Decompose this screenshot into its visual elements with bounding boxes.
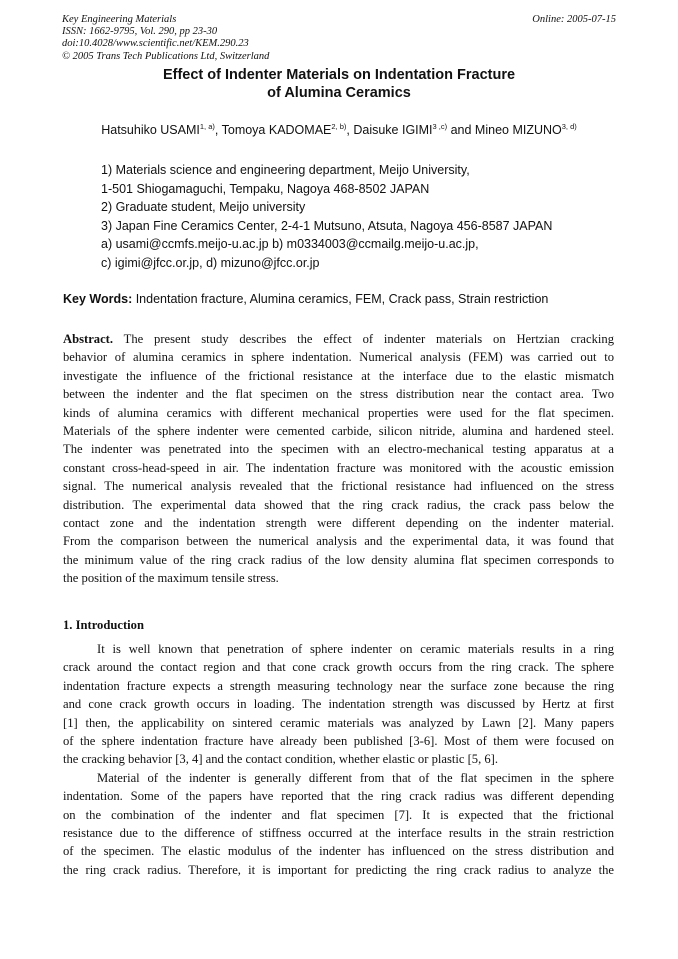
journal-header — [62, 14, 616, 63]
abstract-line: behavior of alumina ceramics in sphere indentation. Numerical analysis (FEM) was carried out to — [63, 350, 614, 365]
intro-line: Material of the indenter is generally different from that of the flat specimen in the sphere — [97, 770, 614, 785]
abstract-label: Abstract. — [63, 332, 114, 346]
affiliation-line: 1) Materials science and engineering department, Meijo University, — [101, 163, 470, 177]
author-list — [0, 122, 678, 137]
author-2-sup: 2, b) — [331, 122, 347, 131]
affiliation-line: 3) Japan Fine Ceramics Center, 2-4-1 Mutsuno, Atsuta, Nagoya 456-8587 JAPAN — [101, 218, 553, 233]
abstract-line: Materials of the sphere indenter were cemented carbide, silicon nitride, alumina and hardened steel. — [63, 423, 614, 438]
abstract-line: contact zone and the indentation strength were different depending on the indenter material. — [63, 515, 614, 530]
abstract-line: investigate the influence of the frictional resistance at the interface due to the elastic mismatch — [63, 368, 614, 383]
section-heading-introduction: 1. Introduction — [63, 618, 144, 632]
title-line-1: Effect of Indenter Materials on Indentation Fracture — [162, 67, 516, 83]
intro-line: indentation fracture expects a strength measuring technology near the surface zone because the ring — [63, 678, 614, 693]
affiliation-line: 2) Graduate student, Meijo university — [101, 200, 306, 215]
author-1-sup: 1, a) — [199, 122, 215, 131]
abstract-line: distribution. The experimental data showed that the ring crack radius, the crack pass below the — [63, 497, 614, 512]
abstract-line: Abstract. The present study describes the effect of indenter materials on Hertzian cracking — [63, 332, 614, 346]
author-2: , Tomoya KADOMAE — [214, 123, 332, 137]
abstract-line: signal. The numerical analysis revealed that the frictional resistance had influenced on the stress — [63, 479, 614, 494]
author-3-sup: 3 ,c) — [432, 122, 448, 131]
doi-line: doi:10.4028/www.scientific.net/KEM.290.23 — [62, 38, 249, 50]
intro-line: of the specimen. The elastic modulus of the indenter has influenced on the stress distribution and — [63, 844, 614, 859]
author-1: Hatsuhiko USAMI — [101, 123, 200, 137]
intro-line: It is well known that penetration of sphere indenter on ceramic materials results in a ring — [97, 642, 614, 656]
abstract-line: the position of the maximum tensile stress. — [63, 571, 279, 586]
intro-line: of the sphere indentation fracture have already been published [3-6]. Most of them were focused on — [63, 733, 614, 748]
intro-line: on the combination of the indenter and flat specimen [7]. It is expected that the frictional — [63, 807, 614, 822]
online-date: Online: 2005-07-15 — [532, 14, 616, 25]
introduction-text — [63, 640, 614, 879]
affiliation-line: c) igimi@jfcc.or.jp, d) mizuno@jfcc.or.jp — [101, 255, 320, 270]
intro-line: and cone crack growth occurs in loading. The indentation strength was discussed by Hertz at first — [63, 697, 614, 712]
abstract-line: constant cross-head-speed in air. The indentation fracture was monitored with the acoustic emission — [63, 460, 614, 475]
intro-line: indentation. Some of the papers have reported that the ring crack radius was different depending — [63, 789, 614, 804]
abstract-line: From the comparison between the numerical analysis and the experimental data, it was found that — [63, 534, 614, 549]
intro-line: the cracking behavior [3, 4] and the contact condition, whether elastic or plastic [5, 6]. — [63, 752, 499, 767]
abstract — [63, 330, 614, 587]
intro-line: [1] then, the applicability on sintered ceramic materials was analyzed by Lawn [2]. Many papers — [63, 715, 614, 730]
affiliation-line: a) usami@ccmfs.meijo-u.ac.jp b) m0334003@ccmailg.meijo-u.ac.jp, — [101, 237, 479, 252]
keywords-text: Indentation fracture, Alumina ceramics, FEM, Crack pass, Strain restriction — [132, 292, 549, 306]
author-4-sup: 3, d) — [561, 122, 577, 131]
affiliation-line: 1-501 Shiogamaguchi, Tempaku, Nagoya 468-8502 JAPAN — [101, 181, 430, 196]
intro-line: resistance due to the difference of stiffness occurred at the interface results in the strain restriction — [63, 825, 614, 840]
paper-title — [0, 66, 678, 102]
abstract-line: between the indenter and the flat specimen on the stress distribution near the contact area. Two — [63, 387, 614, 402]
abstract-line: The indenter was penetrated into the specimen with an electro-mechanical testing apparatus at a — [63, 442, 614, 457]
keywords — [63, 292, 548, 306]
abstract-line: kinds of alumina ceramics with different mechanical properties were used for the flat specimen. — [63, 405, 614, 420]
intro-line: crack around the contact region and that cone crack growth occurs from the ring crack. The sphere — [63, 660, 614, 675]
abstract-line: the minimum value of the ring crack radius of the low density alumina flat specimen corresponds to — [63, 552, 614, 567]
author-3: , Daisuke IGIMI — [346, 123, 433, 137]
journal-name: Key Engineering Materials — [62, 14, 177, 25]
author-4: and Mineo MIZUNO — [447, 123, 562, 137]
affiliations — [101, 161, 552, 273]
copyright-line: © 2005 Trans Tech Publications Ltd, Switzerland — [62, 50, 270, 62]
intro-line: the ring crack radius. Therefore, it is important for predicting the ring crack radius to analyze the — [63, 862, 614, 877]
keywords-label: Key Words: — [63, 292, 133, 306]
issn-line: ISSN: 1662-9795, Vol. 290, pp 23-30 — [62, 26, 218, 38]
title-line-2: of Alumina Ceramics — [267, 85, 411, 101]
